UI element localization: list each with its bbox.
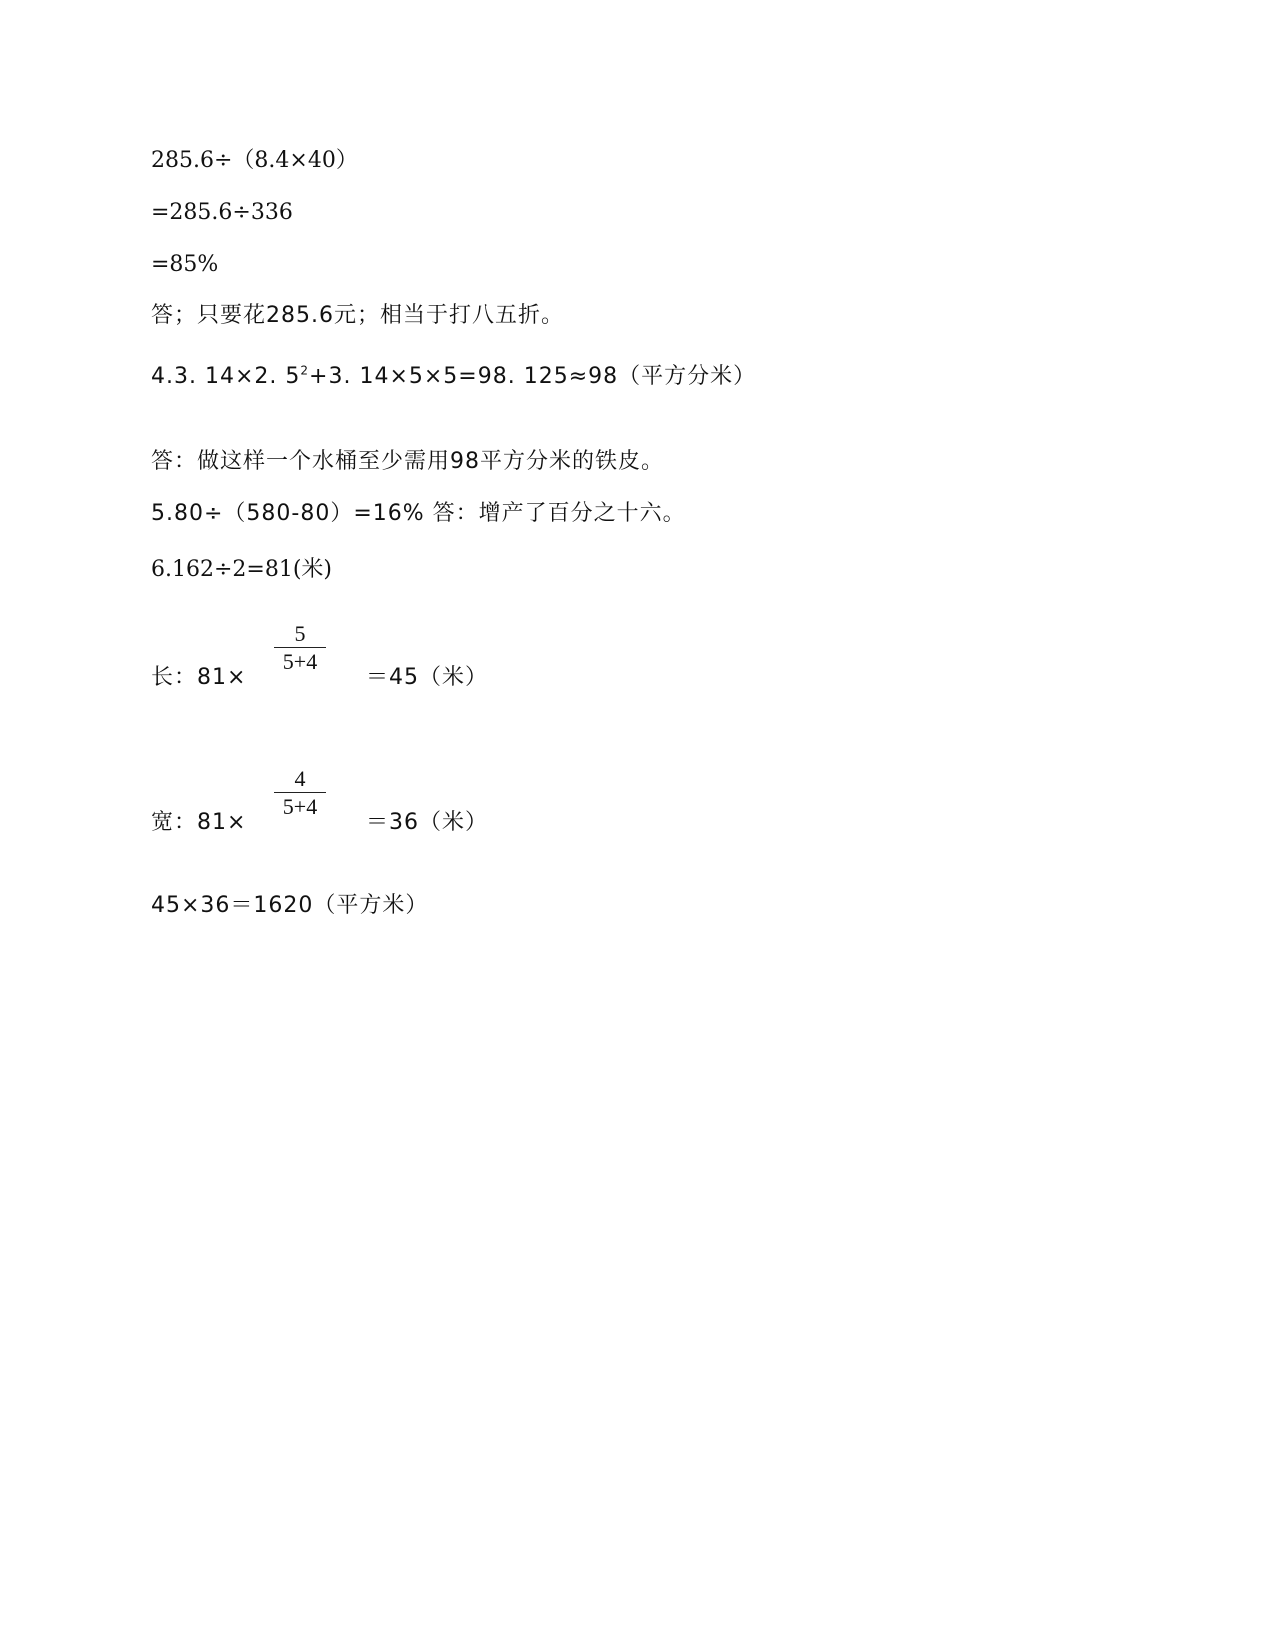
calc-line-4 bbox=[151, 364, 756, 390]
calc-line-2: =285.6÷336 bbox=[151, 200, 293, 225]
length-fraction-denominator: 5+4 bbox=[282, 649, 318, 674]
calc-line-3: =85% bbox=[151, 252, 219, 277]
width-fraction bbox=[274, 767, 326, 819]
exponent: 2 bbox=[300, 363, 310, 378]
calc-line-1: 285.6÷（8.4×40） bbox=[151, 148, 358, 173]
length-result: ＝45（米） bbox=[366, 665, 488, 690]
length-fraction bbox=[274, 622, 326, 674]
fraction-bar bbox=[274, 792, 326, 793]
width-fraction-denominator: 5+4 bbox=[282, 794, 318, 819]
width-prefix: 宽：81× bbox=[151, 810, 247, 835]
length-prefix: 长：81× bbox=[151, 665, 247, 690]
calc-answer-line-5: 5.80÷（580-80）=16% 答：增产了百分之十六。 bbox=[151, 501, 686, 526]
calc-line-4-part-b: +3. 14×5×5=98. 125≈98（平方分米） bbox=[309, 364, 757, 389]
answer-line-3: 答；只要花285.6元；相当于打八五折。 bbox=[151, 303, 564, 328]
answer-line-4: 答：做这样一个水桶至少需用98平方分米的铁皮。 bbox=[151, 449, 664, 474]
calc-line-6: 6.162÷2=81(米) bbox=[151, 557, 333, 582]
area-line: 45×36＝1620（平方米） bbox=[151, 893, 429, 918]
fraction-bar bbox=[274, 647, 326, 648]
length-fraction-numerator: 5 bbox=[294, 621, 306, 646]
calc-line-4-part-a: 4.3. 14×2. 5 bbox=[151, 364, 301, 389]
width-result: ＝36（米） bbox=[366, 810, 488, 835]
width-fraction-numerator: 4 bbox=[294, 766, 306, 791]
